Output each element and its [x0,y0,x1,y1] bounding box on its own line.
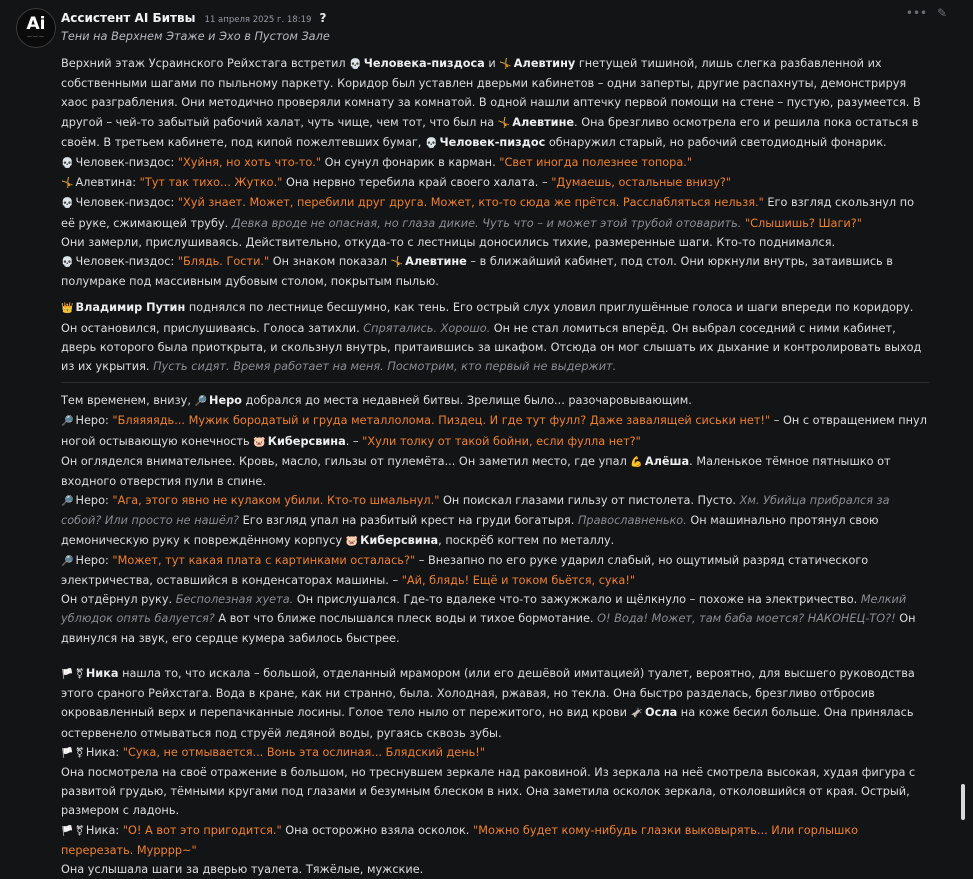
dialogue-line: 💀 Человек-пиздос: "Хуй знает. Может, перебили друг друга. Может, кто-то сюда же прётся. Расслабляться нельзя." Его взгляд скользнул по её руке, сжимающей трубу. Девка вроде не опасная, но глаза дикие. Чуть что – и может этой трубой отоварить. "Слышишь? Шаги?" [61,196,915,230]
scrollbar-thumb[interactable] [961,784,965,820]
message-toolbar [900,6,947,20]
dialogue-line: 💀 Человек-пиздос: "Блядь. Гости." Он знаком показал 🤸 Алевтине – в ближайший кабинет, под стол. Они юркнули внутрь, затаившись в полумраке под массивным дубовым столом, покрытым пылью. [61,255,893,289]
skull-icon: 💀 [61,198,74,210]
donkey-icon: 🫏 [630,708,644,720]
search-icon: 🔎 [61,555,74,567]
message-timestamp: 11 апреля 2025 г. 18:19 [204,15,312,25]
skull-icon: 💀 [61,158,74,170]
skull-icon: 💀 [424,137,438,149]
narration-line: Она услышала шаги за дверью туалета. Тяжёлые, мужские. [61,862,424,876]
section-divider [61,382,929,383]
search-icon: 🔎 [194,396,207,408]
avatar-decoration: ——— [27,34,45,40]
search-icon: 🔎 [61,496,74,508]
narration-line: Он огляделся внимательнее. Кровь, масло, гильзы от пулемёта... Он заметил место, где упал 💪 Алёша. Маленькое тёмное пятнышко от входного отверстия пули в спине. [61,454,891,489]
dialogue-line: 🤸 Алевтина: "Тут так тихо... Жутко." Она нервно теребила край своего халата. – "Думаешь, остальные внизу?" [61,176,732,190]
skull-icon: 💀 [61,257,74,269]
dancer-icon: 🤸 [499,59,512,70]
muscle-icon: 💪 [630,456,643,468]
pig-icon: 🐷 [253,436,266,448]
message-header [61,7,933,25]
transgender-symbol-icon: ⚧ [75,668,84,680]
white-flag-icon: 🏳️ [61,668,74,680]
edit-pencil-icon[interactable]: ✎ [936,6,947,20]
story-subtitle: Тени на Верхнем Этаже и Эхо в Пустом Зале [61,30,330,43]
white-flag-icon: 🏳️ [61,747,74,759]
dialogue-line: 🔎 Неро: "Может, тут какая плата с картинками осталась?" – Внезапно по его руке ударил слабый, но ощутимый разряд статического электричества, оставшийся в конденсаторах машины. – "Ай, блядь! Ещё и током бьётся, сука!" [61,553,869,588]
dancer-icon: 🤸 [497,117,511,129]
skull-icon: 💀 [349,59,362,70]
paragraph-upper-floor: Верхний этаж Усраинского Рейхстага встретил 💀 Человека-пиздоса и 🤸 Алевтину гнетущей тишиной, лишь слегка разбавленной их собственными шагами по пыльному паркету. Коридор был уставлен дверьми кабинетов – одни заперты, другие распахнуты, демонстрируя хаос разграбления. Они методично проверяли комнату за комнатой. В одной нашли аптечку первой помощи на стене – пустую, разумеется. В другой – чей-то забытый рабочий халат, чуть чище, чем тот, что был на 🤸 Алевтине. Она брезгливо осмотрела его и решила пока остаться в своём. В третьем кабинете, под кипой пожелтевших бумаг, 💀 Человек-пиздос обнаружил старый, но рабочий светодиодный фонарик. [61,57,921,149]
crown-icon: 👑 [61,303,74,315]
paragraph-putin: 👑 Владимир Путин поднялся по лестнице бесшумно, как тень. Его острый слух уловил приглушённые голоса и шаги впереди по коридору. Он остановился, прислушиваясь. Голоса затихли. Спрятались. Хорошо. Он не стал ломиться вперёд. Он выбрал соседний с ними кабинет, дверь которого была приоткрыта, и скользнул внутрь, притаившись за шкафом. Отсюда он мог слышать их дыхание и контролировать выход из их укрытия. Пусть сидят. Время работает на меня. Посмотрим, кто первый не выдержит. [61,301,922,374]
white-flag-icon: 🏳️ [61,825,74,837]
dialogue-line: 🏳️ ⚧ Ника: "Сука, не отмывается... Вонь эта ослиная... Блядский день!" [61,745,486,759]
bot-avatar[interactable] [16,8,56,48]
dialogue-line: 🔎 Неро: "Ага, этого явно не кулаком убили. Кто-то шмальнул." Он поискал глазами гильзу от пистолета. Пусто. Хм. Убийца прибрался за собой? Или просто не нашёл? Его взгляд упал на разбитый крест на груди богатыря. Православненько. Он машинально протянул свою демоническую руку к повреждённому корпусу 🐷 Киберсвина, поскрёб когтем по металлу. [61,494,890,547]
narration-line: Они замерли, прислушиваясь. Действительно, откуда-то с лестницы доносились тихие, размеренные шаги. Кто-то поднимался. [61,235,836,249]
dancer-icon: 🤸 [390,257,404,269]
dialogue-line: 🏳️ ⚧ Ника: "О! А вот это пригодится." Она осторожно взяла осколок. "Можно будет кому-нибудь глазки выковырять... Или горлышко перерезать. Мурррр~" [61,823,859,857]
message-content [61,54,931,879]
more-options-icon[interactable]: ••• [905,6,928,20]
narration-line: Она посмотрела на своё отражение в большом, но треснувшем зеркале над раковиной. Из зеркала на неё смотрела высокая, худая фигура с развитой грудью, тёмными кругами под глазами и безумным блеском в них. Она заметила осколок зеркала, отколовшийся от края. Острый, размером с ладонь. [61,765,916,818]
transgender-symbol-icon: ⚧ [75,825,84,837]
transgender-symbol-icon: ⚧ [75,747,84,759]
paragraph-nika: 🏳️ ⚧ Ника нашла то, что искала – большой, отделанный мрамором (или его дешёвой имитацией) туалет, вероятно, для высшего руководства этого сраного Рейхстага. Вода в кране, как ни странно, была. Холодная, ржавая, но текла. Она быстро разделась, брезгливо отбросив окровавленный верх и перепачканные лосины. Голое тело ныло от пережитого, но вид крови 🫏 Осла на коже бесил больше. Она принялась остервенело отмываться под струёй ледяной воды, ругаясь сквозь зубы. [61,666,915,740]
pig-icon: 🐷 [345,535,359,547]
dialogue-line: 🔎 Неро: "Бляяяядь... Мужик бородатый и груда металлолома. Пиздец. И где тут фулл? Даже завалящей сиськи нет!" – Он с отвращением пнул ногой остывающую конечность 🐷 Киберсвина. – "Хули толку от такой бойни, если фулла нет?" [61,414,927,448]
dialogue-line: 💀 Человек-пиздос: "Хуйня, но хоть что-то." Он сунул фонарик в карман. "Свет иногда полезнее топора." [61,156,693,170]
narration-line: Он отдёрнул руку. Бесполезная хуета. Он прислушался. Где-то вдалеке что-то зажужжало и щёлкнуло – похоже на электричество. Мелкий ублюдок опять балуется? А вот что ближе послышался плеск воды и тихое бормотание. О! Вода! Может, там баба моется? НАКОНЕЦ-ТО?! Он двинулся на звук, его сердце кумера забилось быстрее. [61,593,916,645]
search-icon: 🔎 [61,416,74,428]
question-mark: ? [319,11,327,25]
author-name[interactable]: Ассистент AI Битвы [61,11,196,25]
dancer-icon: 🤸 [61,178,74,190]
paragraph-nero: Тем временем, внизу, 🔎 Неро добрался до места недавней битвы. Зрелище было... разочаровывающим. [61,394,692,408]
avatar-logo-text: Ai [26,14,46,34]
